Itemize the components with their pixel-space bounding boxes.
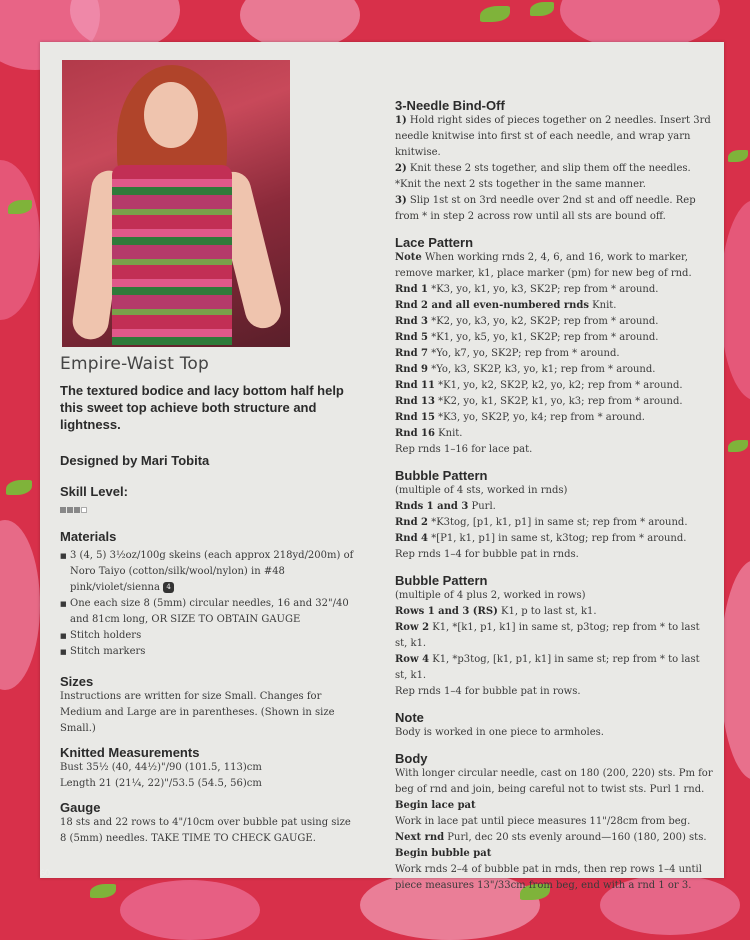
gauge-text: 18 sts and 22 rows to 4"/10cm over bubble pat using size 8 (5mm) needles. TAKE TIME TO CHECK GAUGE. bbox=[60, 817, 351, 844]
lace-row: Rnd 2 and all even-numbered rnds Knit. bbox=[395, 300, 617, 311]
measurements-section bbox=[60, 745, 360, 792]
measurements-heading: Knitted Measurements bbox=[60, 745, 200, 760]
bust-measurement: Bust 35½ (40, 44½)"/90 (101.5, 113)cm bbox=[60, 762, 262, 773]
lace-row: Rnd 15 *K3, yo, SK2P, yo, k4; rep from * around. bbox=[395, 412, 645, 423]
lace-row: Rnd 3 *K2, yo, k3, yo, k2, SK2P; rep from * around. bbox=[395, 316, 659, 327]
lace-row: Rnd 13 *K2, yo, k1, SK2P, k1, yo, k3; rep from * around. bbox=[395, 396, 683, 407]
bindoff-step: 1) Hold right sides of pieces together on 2 needles. Insert 3rd needle knitwise into first st of each needle, and wrap yarn knitwise. bbox=[395, 115, 711, 158]
body-bubble-instruction: Work rnds 2–4 of bubble pat in rnds, then rep rows 1–4 until piece measures 13"/33cm from beg, end with a rnd 1 or 3. bbox=[395, 864, 702, 891]
page-number: 60 bbox=[40, 868, 51, 878]
body-section bbox=[395, 751, 715, 894]
lace-footer: Rep rnds 1–16 for lace pat. bbox=[395, 444, 533, 455]
bubble-rows-footer: Rep rnds 1–4 for bubble pat in rows. bbox=[395, 686, 581, 697]
sizes-section bbox=[60, 674, 360, 737]
lace-row: Rnd 1 *K3, yo, k1, yo, k3, SK2P; rep from * around. bbox=[395, 284, 659, 295]
lace-note: Note When working rnds 2, 4, 6, and 16, work to marker, remove marker, k1, place marker (pm) for new beg of rnd. bbox=[395, 252, 692, 279]
body-heading: Body bbox=[395, 751, 428, 766]
lace-heading: Lace Pattern bbox=[395, 235, 474, 250]
skill-heading: Skill Level: bbox=[60, 484, 128, 499]
bindoff-heading: 3-Needle Bind-Off bbox=[395, 98, 505, 113]
bubble-rows-heading: Bubble Pattern bbox=[395, 573, 488, 588]
skill-level-indicator bbox=[60, 507, 360, 513]
bubble-row: Rnd 2 *K3tog, [p1, k1, p1] in same st; rep from * around. bbox=[395, 517, 688, 528]
bindoff-section bbox=[395, 98, 715, 225]
body-lace-instruction: Work in lace pat until piece measures 11"/28cm from beg. bbox=[395, 816, 691, 827]
bubble-row: Rnds 1 and 3 Purl. bbox=[395, 501, 496, 512]
materials-section bbox=[60, 529, 360, 660]
lace-row: Rnd 11 *K1, yo, k2, SK2P, k2, yo, k2; rep from * around. bbox=[395, 380, 683, 391]
length-measurement: Length 21 (21¼, 22)"/53.5 (54.5, 56)cm bbox=[60, 778, 262, 789]
bubble-row: Rows 1 and 3 (RS) K1, p to last st, k1. bbox=[395, 606, 597, 617]
right-column bbox=[395, 98, 715, 894]
bubble-rows-section bbox=[395, 573, 715, 700]
bubble-rnds-footer: Rep rnds 1–4 for bubble pat in rnds. bbox=[395, 549, 579, 560]
bubble-rnds-multiple: (multiple of 4 sts, worked in rnds) bbox=[395, 485, 568, 496]
bindoff-step: 2) Knit these 2 sts together, and slip them off the needles. *Knit the next 2 sts together in the same manner. bbox=[395, 163, 691, 190]
materials-list bbox=[60, 548, 360, 660]
bubble-rnds-heading: Bubble Pattern bbox=[395, 468, 488, 483]
body-subheading: Begin bubble pat bbox=[395, 848, 492, 859]
skill-section bbox=[60, 484, 360, 513]
model-photo bbox=[62, 60, 290, 347]
list-item: ■ Stitch holders bbox=[60, 628, 360, 644]
list-item: ■ 3 (4, 5) 3½oz/100g skeins (each approx 218yd/200m) of Noro Taiyo (cotton/silk/wool/nylon) in #48 pink/violet/sienna 4 bbox=[60, 548, 360, 596]
bubble-row: Rnd 4 *[P1, k1, p1] in same st, k3tog; rep from * around. bbox=[395, 533, 687, 544]
sizes-heading: Sizes bbox=[60, 674, 94, 689]
body-subheading: Begin lace pat bbox=[395, 800, 476, 811]
note-heading: Note bbox=[395, 710, 424, 725]
list-item: ■ Stitch markers bbox=[60, 644, 360, 660]
designer-credit: Designed by Mari Tobita bbox=[60, 453, 210, 468]
sizes-text: Instructions are written for size Small. Changes for Medium and Large are in parentheses. (Shown in size Small.) bbox=[60, 691, 335, 734]
left-column bbox=[60, 354, 360, 847]
note-text: Body is worked in one piece to armholes. bbox=[395, 727, 604, 738]
bubble-row: Row 4 K1, *p3tog, [k1, p1, k1] in same st; rep from * to last st, k1. bbox=[395, 654, 700, 681]
lace-section bbox=[395, 235, 715, 458]
gauge-heading: Gauge bbox=[60, 800, 101, 815]
intro-text: The textured bodice and lacy bottom half help this sweet top achieve both structure and lightness. bbox=[60, 383, 344, 432]
lace-row: Rnd 16 Knit. bbox=[395, 428, 463, 439]
bubble-rows-multiple: (multiple of 4 plus 2, worked in rows) bbox=[395, 590, 586, 601]
list-item: ■ One each size 8 (5mm) circular needles, 16 and 32"/40 and 81cm long, OR SIZE TO OBTAIN GAUGE bbox=[60, 596, 360, 628]
gauge-section bbox=[60, 800, 360, 847]
body-next-rnd: Next rnd Purl, dec 20 sts evenly around—160 (180, 200) sts. bbox=[395, 832, 707, 843]
yarn-weight-icon: 4 bbox=[163, 582, 174, 593]
materials-heading: Materials bbox=[60, 529, 117, 544]
lace-row: Rnd 9 *Yo, k3, SK2P, k3, yo, k1; rep from * around. bbox=[395, 364, 656, 375]
bubble-rnds-section bbox=[395, 468, 715, 563]
body-cast-on: With longer circular needle, cast on 180 (200, 220) sts. Pm for beg of rnd and join, being careful not to twist sts. Purl 1 rnd. bbox=[395, 768, 713, 795]
note-section bbox=[395, 710, 715, 741]
bindoff-step: 3) Slip 1st st on 3rd needle over 2nd st and off needle. Rep from * in step 2 across row until all sts are bound off. bbox=[395, 195, 696, 222]
pattern-title: Empire-Waist Top bbox=[60, 354, 210, 374]
lace-row: Rnd 7 *Yo, k7, yo, SK2P; rep from * around. bbox=[395, 348, 620, 359]
bubble-row: Row 2 K1, *[k1, p1, k1] in same st, p3tog; rep from * to last st, k1. bbox=[395, 622, 700, 649]
lace-row: Rnd 5 *K1, yo, k5, yo, k1, SK2P; rep from * around. bbox=[395, 332, 659, 343]
pattern-page bbox=[40, 42, 724, 891]
